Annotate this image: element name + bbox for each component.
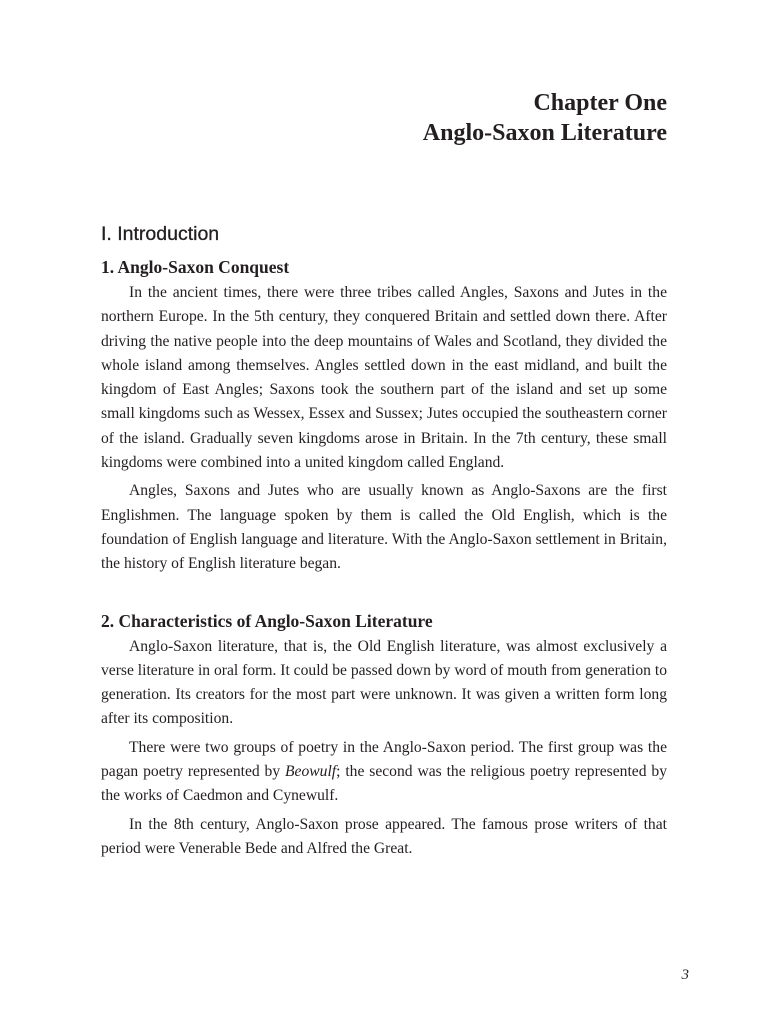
subsection-heading-conquest: 1. Anglo-Saxon Conquest [101, 257, 290, 277]
subsection-heading-characteristics: 2. Characteristics of Anglo-Saxon Literature [101, 610, 433, 631]
page-content [101, 220, 667, 865]
paragraph: In the ancient times, there were three tribes called Angles, Saxons and Jutes in the northern Europe. In the 5th century, they conquered Britain and settled down there. After driving the native people into the deep mountains of Wales and Scotland, they divided the whole island among themselves. Angles settled down in the east midland, and built the kingdom of East Angles; Saxons took the southern part of the island and set up some small kingdoms such as Wessex, Essex and Sussex; Jutes occupied the southeastern corner of the island. Gradually seven kingdoms arose in Britain. In the 7th century, these small kingdoms were combined into a united kingdom called England. [101, 284, 667, 472]
paragraph: Angles, Saxons and Jutes who are usually known as Anglo-Saxons are the first Englishmen. The language spoken by them is called the Old English, which is the foundation of English language and literature. With the Anglo-Saxon settlement in Britain, the history of English literature began. [101, 482, 667, 573]
page-number: 3 [681, 967, 689, 983]
work-title-italic: Beowulf [285, 763, 337, 781]
chapter-title: Anglo-Saxon Literature [422, 120, 667, 146]
paragraph: Anglo-Saxon literature, that is, the Old English literature, was almost exclusively a verse literature in oral form. It could be passed down by word of mouth from generation to generation. Its creators for the most part were unknown. It was given a written form long after its composition. [101, 637, 667, 728]
chapter-heading [423, 88, 667, 148]
paragraph: In the 8th century, Anglo-Saxon prose appeared. The famous prose writers of that period were Venerable Bede and Alfred the Great. [101, 815, 667, 857]
chapter-number: Chapter One [533, 90, 667, 116]
paragraph-text: ; the second was the religious poetry represented by the works of Caedmon and Cynewulf. [101, 763, 667, 805]
paragraph [101, 736, 667, 809]
section-title: I. Introduction [101, 223, 220, 245]
paragraph-text: There were two groups of poetry in the Anglo-Saxon period. The first group was the pagan poetry represented by [101, 738, 667, 781]
